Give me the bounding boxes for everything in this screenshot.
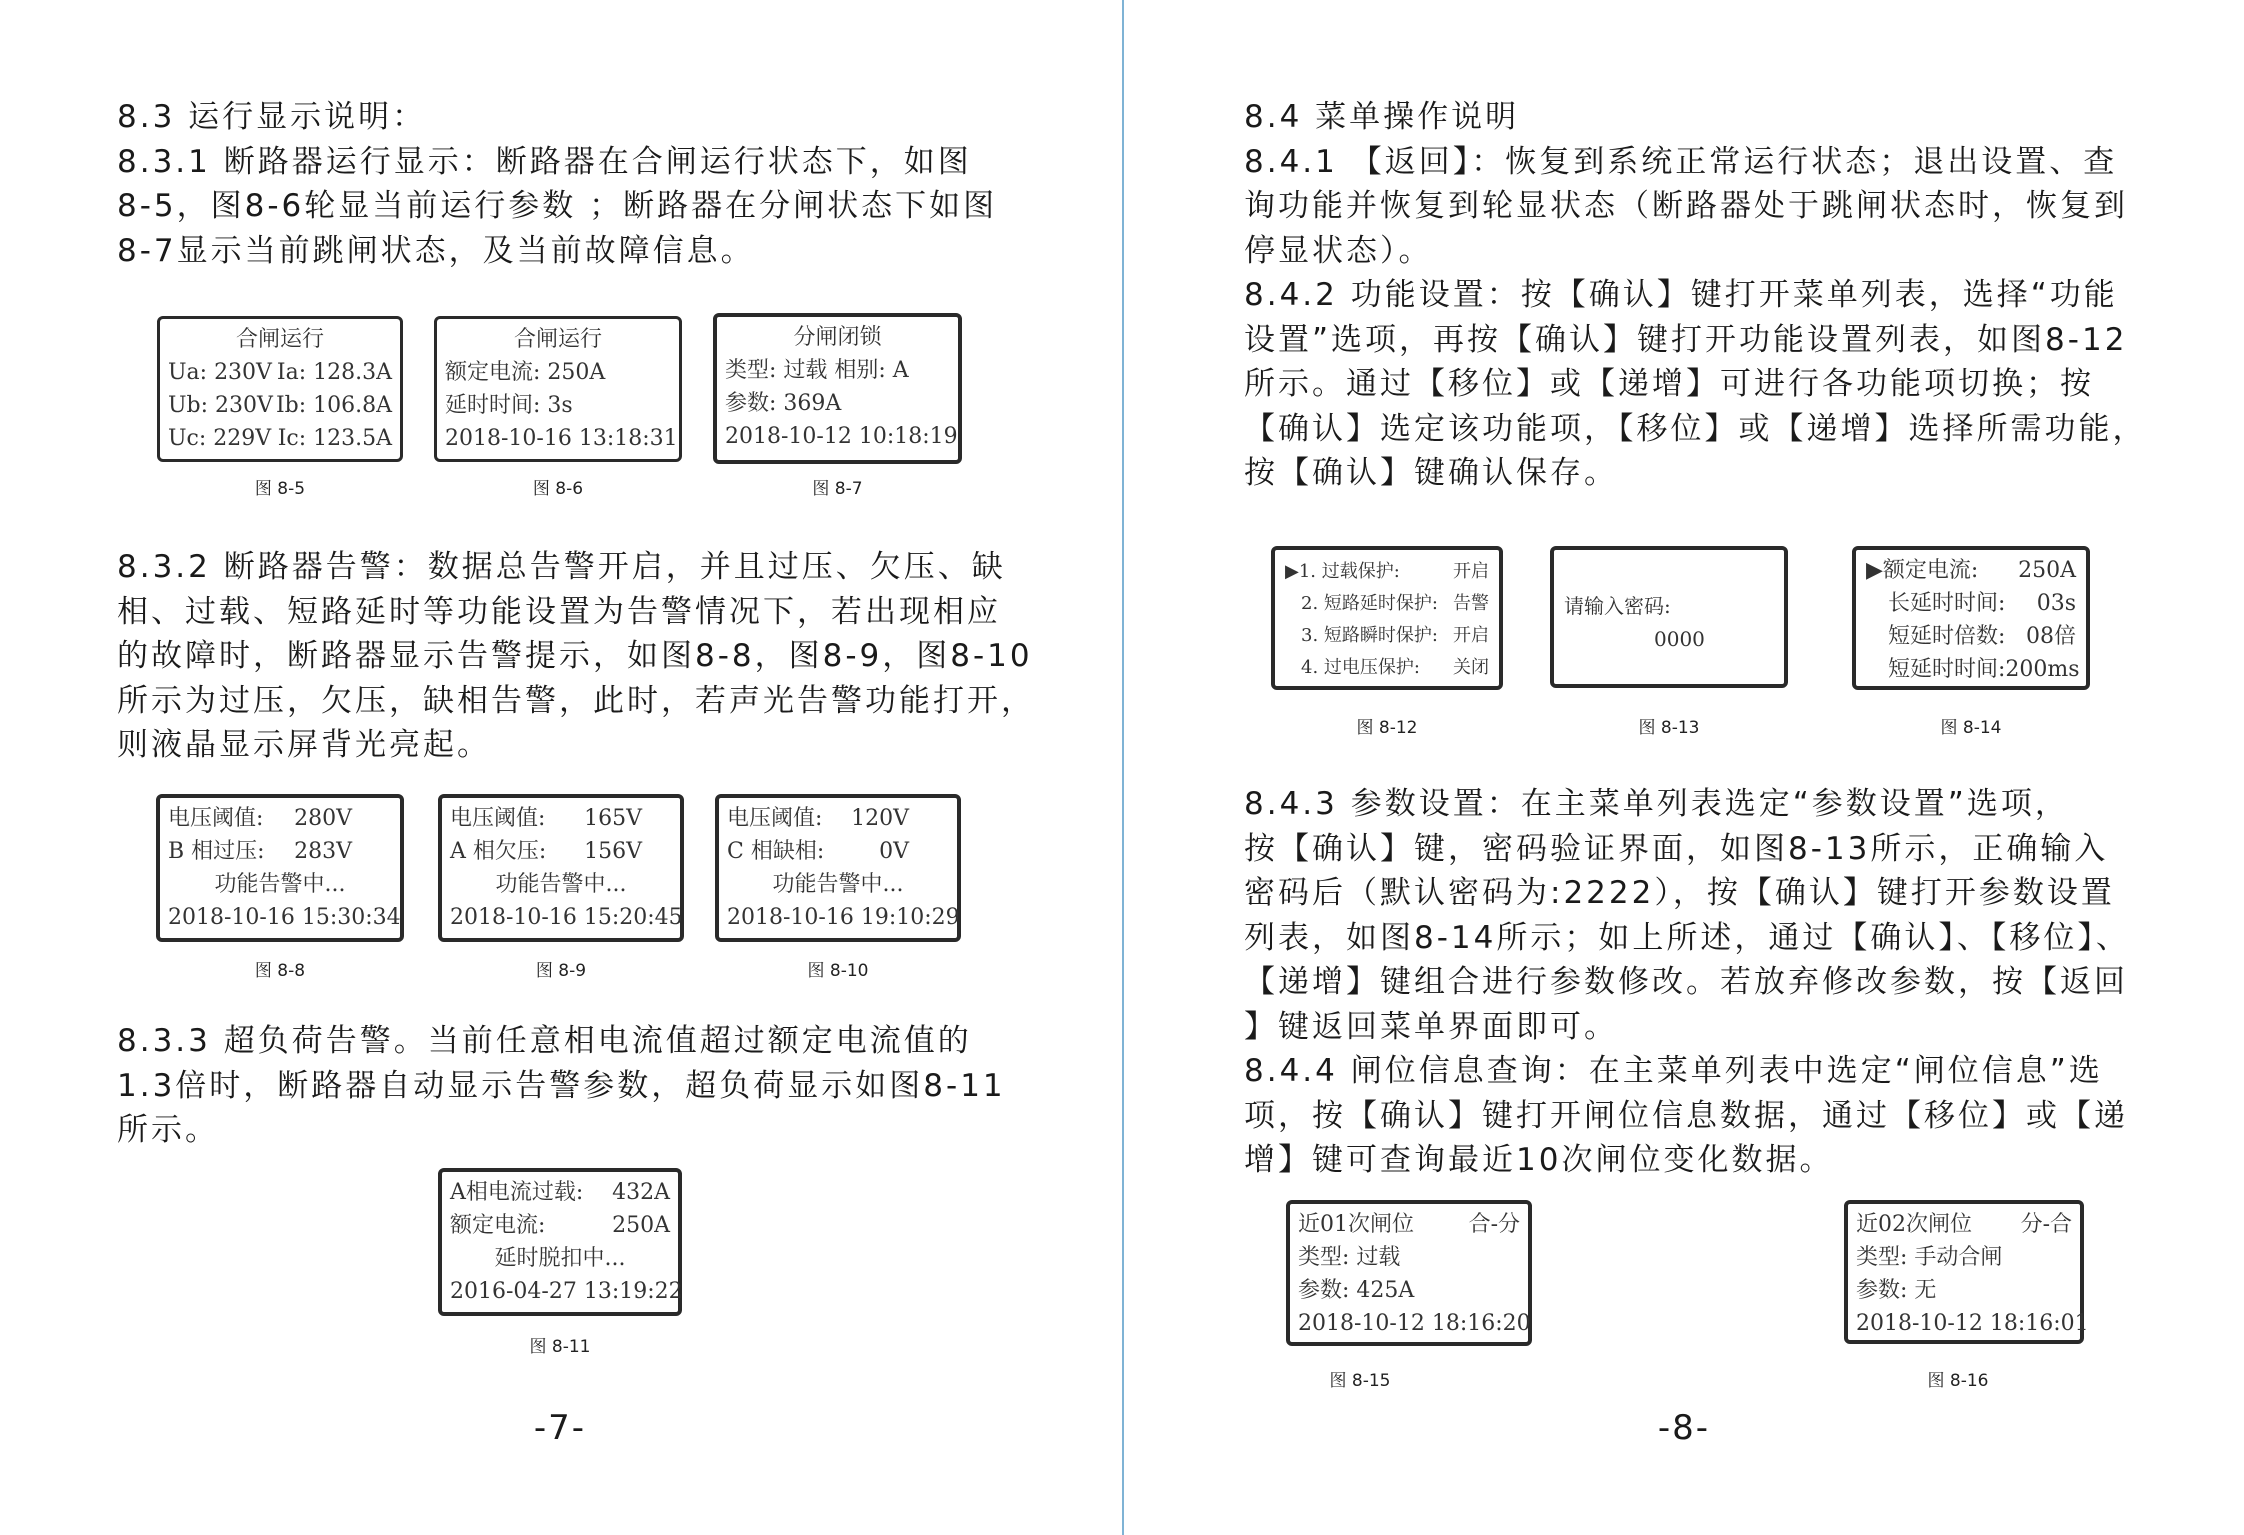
figure-caption: 图 8-14 bbox=[1940, 718, 2002, 738]
lcd-row bbox=[1866, 620, 2076, 653]
text-line: 设置”选项，再按【确认】键打开功能设置列表，如图8-12 bbox=[1244, 321, 2128, 358]
lcd-row: 2018-10-16 13:18:31 bbox=[445, 426, 678, 451]
text-line: 增】键可查询最近10次闸位变化数据。 bbox=[1244, 1142, 1834, 1178]
text-line: 8-7显示当前跳闸状态，及当前故障信息。 bbox=[117, 232, 755, 269]
lcd-value: 120V bbox=[851, 806, 909, 831]
text-line: 所示。通过【移位】或【递增】可进行各功能项切换；按 bbox=[1244, 366, 2094, 402]
text-line: 所示。 bbox=[117, 1112, 219, 1148]
lcd-row: 2018-10-12 18:16:20 bbox=[1298, 1311, 1531, 1336]
menu-item-value: 开启 bbox=[1453, 561, 1489, 582]
lcd-row: 参数: 425A bbox=[1298, 1278, 1415, 1303]
figure-caption: 图 8-7 bbox=[812, 479, 863, 499]
lcd-value: 电压阈值: bbox=[168, 806, 264, 831]
lcd-value: 近02次闸位 bbox=[1856, 1212, 1972, 1237]
lcd-value: 电压阈值: bbox=[450, 806, 546, 831]
lcd-value: 250A bbox=[612, 1213, 670, 1238]
lcd-row: 功能告警中... bbox=[214, 872, 346, 897]
lcd-figure-8-12 bbox=[1271, 546, 1503, 690]
lcd-value: 合-分 bbox=[1468, 1212, 1520, 1237]
text-line: 1.3倍时，断路器自动显示告警参数，超负荷显示如图8-11 bbox=[117, 1067, 1006, 1104]
lcd-figure-8-11 bbox=[438, 1168, 682, 1316]
lcd-value: 250A bbox=[2018, 558, 2076, 583]
menu-item-value: 开启 bbox=[1453, 625, 1489, 646]
text-line: 项，按【确认】键打开闸位信息数据，通过【移位】或【递 bbox=[1244, 1097, 2128, 1134]
menu-item-label: 4. 过电压保护: bbox=[1301, 657, 1420, 678]
menu-item-label: 2. 短路延时保护: bbox=[1301, 593, 1438, 614]
lcd-row: 延时脱扣中... bbox=[494, 1246, 626, 1271]
lcd-row: 功能告警中... bbox=[772, 872, 904, 897]
text-line: 相、过载、短路延时等功能设置为告警情况下，若出现相应 bbox=[117, 593, 1001, 630]
text-line: 8.3.3 超负荷告警。当前任意相电流值超过额定电流值的 bbox=[117, 1023, 972, 1059]
lcd-value: Ic: 123.5A bbox=[277, 426, 392, 451]
lcd-row bbox=[1856, 1208, 2072, 1241]
lcd-figure-8-10 bbox=[715, 794, 961, 942]
text-line: 8.4.3 参数设置：在主菜单列表选定“参数设置”选项， bbox=[1244, 786, 2069, 822]
figure-caption: 图 8-6 bbox=[532, 479, 584, 499]
text-line: 【确认】选定该功能项，【移位】或【递增】选择所需功能， bbox=[1244, 410, 2147, 447]
lcd-value: 短延时倍数: bbox=[1888, 624, 2006, 649]
lcd-row bbox=[450, 1209, 670, 1242]
lcd-figure-8-5 bbox=[157, 316, 403, 462]
lcd-row: 参数: 无 bbox=[1856, 1278, 1937, 1303]
lcd-value: 200ms bbox=[2005, 657, 2080, 682]
text-line: 按【确认】键，密码验证界面，如图8-13所示，正确输入 bbox=[1244, 830, 2109, 867]
figure-caption: 图 8-9 bbox=[535, 961, 587, 981]
lcd-row: 额定电流: 250A bbox=[445, 360, 606, 385]
lcd-row: 延时时间: 3s bbox=[445, 393, 573, 418]
lcd-value: 短延时时间: bbox=[1888, 657, 2006, 682]
lcd-value: Ua: 230V bbox=[168, 360, 272, 385]
lcd-row bbox=[450, 835, 672, 868]
figure-caption: 图 8-15 bbox=[1329, 1371, 1391, 1391]
lcd-row bbox=[450, 802, 672, 835]
lcd-value: 432A bbox=[612, 1180, 670, 1205]
menu-item bbox=[1285, 652, 1489, 684]
lcd-value: 电压阈值: bbox=[727, 806, 823, 831]
text-line: 所示为过压，欠压，缺相告警，此时，若声光告警功能打开， bbox=[117, 682, 1035, 719]
text-line: 8.4.1 【返回】：恢复到系统正常运行状态；退出设置、查 bbox=[1244, 143, 2118, 180]
figure-caption: 图 8-8 bbox=[254, 961, 306, 981]
lcd-row bbox=[168, 356, 392, 389]
lcd-row: 2016-04-27 13:19:22 bbox=[450, 1279, 683, 1304]
text-line: 8.3.2 断路器告警：数据总告警开启，并且过压、欠压、缺 bbox=[117, 549, 1006, 585]
lcd-row: 功能告警中... bbox=[495, 872, 627, 897]
lcd-value: C 相缺相: bbox=[727, 839, 825, 864]
lcd-figure-8-16 bbox=[1844, 1200, 2089, 1344]
text-line: 则液晶显示屏背光亮起。 bbox=[117, 727, 491, 763]
figure-caption: 图 8-13 bbox=[1638, 718, 1700, 738]
text-line: 8-5，图8-6轮显当前运行参数 ；断路器在分闸状态下如图 bbox=[117, 188, 998, 224]
lcd-row bbox=[727, 802, 949, 835]
text-line: 【递增】键组合进行参数修改。若放弃修改参数，按【返回 bbox=[1244, 964, 2128, 1000]
figure-caption: 图 8-16 bbox=[1927, 1371, 1989, 1391]
section-8-4-text bbox=[1244, 95, 2147, 496]
lcd-value: A 相欠压: bbox=[450, 839, 547, 864]
lcd-row bbox=[727, 835, 949, 868]
lcd-figure-8-7 bbox=[713, 313, 962, 464]
lcd-figure-8-9 bbox=[438, 794, 684, 942]
lcd-value: Ib: 106.8A bbox=[275, 393, 392, 418]
lcd-figure-8-6 bbox=[434, 316, 682, 462]
text-line: 8.3.1 断路器运行显示：断路器在合闸运行状态下，如图 bbox=[117, 143, 972, 180]
text-line: 列表，如图8-14所示；如上所述，通过【确认】、【移位】、 bbox=[1244, 919, 2130, 956]
lcd-row: 2018-10-16 19:10:29 bbox=[727, 905, 960, 930]
section-8-4-3-text bbox=[1244, 782, 2130, 1183]
page-7 bbox=[0, 0, 1121, 1535]
lcd-value: 283V bbox=[294, 839, 352, 864]
lcd-row: 类型: 过载 相别: A bbox=[725, 358, 909, 383]
text-line: 询功能并恢复到轮显状态（断路器处于跳闸状态时，恢复到 bbox=[1244, 188, 2128, 224]
lcd-row: 2018-10-12 10:18:19 bbox=[725, 424, 958, 449]
lcd-value: ▶额定电流: bbox=[1866, 558, 1979, 583]
page-number: -7- bbox=[533, 1408, 587, 1448]
text-line: 】键返回菜单界面即可。 bbox=[1244, 1008, 1618, 1045]
text-line: 8.4.2 功能设置：按【确认】键打开菜单列表，选择“功能 bbox=[1244, 277, 2118, 313]
text-line: 停显状态）。 bbox=[1244, 232, 1433, 269]
text-line: 8.4 菜单操作说明 bbox=[1244, 99, 1520, 135]
lcd-row: 2018-10-16 15:20:45 bbox=[450, 905, 683, 930]
menu-item-label: 3. 短路瞬时保护: bbox=[1301, 625, 1438, 646]
page-8 bbox=[1122, 0, 2244, 1535]
text-line: 8.4.4 闸位信息查询：在主菜单列表中选定“闸位信息”选 bbox=[1244, 1053, 2103, 1089]
lcd-value: Uc: 229V bbox=[168, 426, 272, 451]
lcd-value: 长延时时间: bbox=[1888, 591, 2006, 616]
lcd-row bbox=[450, 1176, 670, 1209]
lcd-title: 分闸闭锁 bbox=[793, 325, 882, 350]
text-line: 按【确认】键确认保存。 bbox=[1244, 455, 1618, 491]
lcd-value: 165V bbox=[584, 806, 642, 831]
lcd-figure-8-15 bbox=[1286, 1200, 1532, 1346]
lcd-figure-8-8 bbox=[156, 794, 404, 942]
menu-item bbox=[1285, 620, 1489, 652]
lcd-value: A相电流过载: bbox=[450, 1180, 584, 1205]
lcd-row bbox=[168, 802, 392, 835]
lcd-row: 2018-10-16 15:30:34 bbox=[168, 905, 401, 930]
lcd-row bbox=[1866, 587, 2076, 620]
menu-item-label: ▶1. 过载保护: bbox=[1285, 561, 1400, 582]
figure-caption: 图 8-5 bbox=[254, 479, 306, 499]
text-line: 的故障时，断路器显示告警提示，如图8-8，图8-9，图8-10 bbox=[117, 638, 1033, 674]
lcd-row bbox=[168, 422, 392, 455]
figure-caption: 图 8-12 bbox=[1356, 718, 1418, 738]
lcd-title: 合闸运行 bbox=[235, 327, 324, 352]
lcd-figure-8-13 bbox=[1550, 546, 1788, 688]
lcd-row bbox=[1866, 653, 2080, 686]
menu-item bbox=[1285, 556, 1489, 588]
figure-caption: 图 8-10 bbox=[807, 961, 869, 981]
section-8-3-3-text bbox=[117, 1019, 1006, 1153]
text-line: 8.3 运行显示说明： bbox=[117, 99, 427, 135]
password-prompt: 请输入密码: bbox=[1564, 594, 1671, 618]
lcd-row bbox=[168, 835, 392, 868]
menu-item bbox=[1285, 588, 1489, 620]
lcd-row: 2018-10-12 18:16:01 bbox=[1856, 1311, 2089, 1336]
lcd-row bbox=[168, 389, 392, 422]
lcd-value: 280V bbox=[294, 806, 352, 831]
section-8-3-text bbox=[117, 95, 997, 273]
lcd-value: 156V bbox=[584, 839, 642, 864]
password-input: 0000 bbox=[1654, 627, 1705, 651]
lcd-value: 额定电流: bbox=[450, 1213, 546, 1238]
menu-item-value: 关闭 bbox=[1453, 657, 1489, 678]
lcd-row bbox=[1866, 554, 2076, 587]
lcd-value: 03s bbox=[2036, 591, 2076, 616]
lcd-value: Ub: 230V bbox=[168, 393, 273, 418]
lcd-value: 近01次闸位 bbox=[1298, 1212, 1414, 1237]
lcd-value: 0V bbox=[879, 839, 909, 864]
section-8-3-2-text bbox=[117, 545, 1035, 768]
menu-item-value: 告警 bbox=[1453, 593, 1489, 614]
lcd-row: 参数: 369A bbox=[725, 391, 842, 416]
lcd-row: 类型: 手动合闸 bbox=[1856, 1245, 2003, 1270]
lcd-title: 合闸运行 bbox=[513, 327, 602, 352]
lcd-value: Ia: 128.3A bbox=[276, 360, 392, 385]
page-number: -8- bbox=[1657, 1408, 1711, 1448]
lcd-row: 类型: 过载 bbox=[1298, 1245, 1401, 1270]
text-line: 密码后（默认密码为:2222），按【确认】键打开参数设置 bbox=[1244, 875, 2115, 911]
lcd-row bbox=[1298, 1208, 1520, 1241]
lcd-value: 08倍 bbox=[2026, 624, 2076, 649]
lcd-value: 分-合 bbox=[2020, 1212, 2072, 1237]
lcd-value: B 相过压: bbox=[168, 839, 265, 864]
lcd-figure-8-14 bbox=[1852, 546, 2090, 690]
figure-caption: 图 8-11 bbox=[529, 1337, 591, 1357]
